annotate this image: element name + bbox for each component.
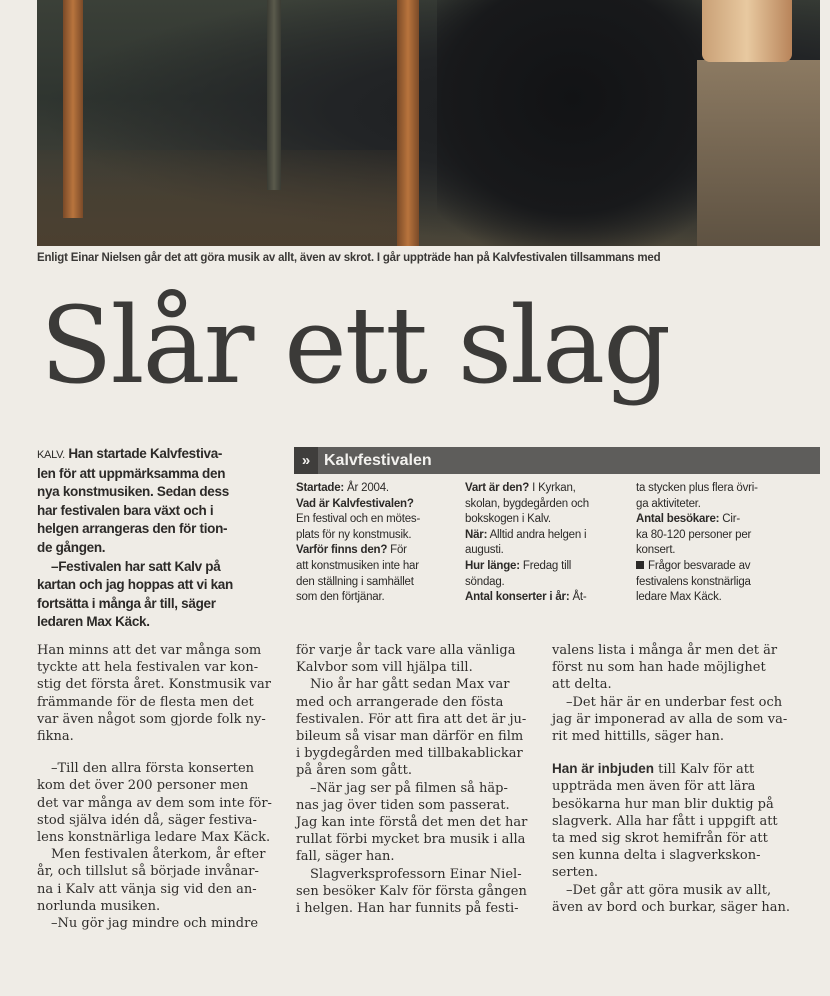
body-line: först nu som han hade möjlighet [552,660,766,676]
body-line: –När jag ser på filmen så häp- [310,780,508,796]
factbox-line: ga aktiviteter. [636,497,701,510]
body-line: –Det går att göra musik av allt, [566,882,772,898]
body-line: kom det över 200 personer men [37,778,249,794]
chevron-right-icon: » [294,447,318,474]
body-line: besökarna hur man blir duktig på [552,796,774,812]
lead-line: helgen arrangeras den för tion- [37,521,228,537]
photo-ground [37,150,417,246]
body-column-3 [552,642,820,916]
lead-line: Han startade Kalvfestiva- [68,446,223,461]
photo-table [697,60,820,246]
body-line: bileum så visar man därför en film [296,729,524,745]
body-line: rit med hittills, säger han. [552,729,725,745]
factbox-line: plats för ny konstmusik. [296,528,412,541]
factbox-label: Startade: [296,482,345,494]
body-line: i bygdegården med tillbakablickar [296,746,523,762]
factbox-line: den ställning i samhället [296,575,414,588]
body-line: att delta. [552,677,612,693]
factbox-line: söndag. [465,575,505,588]
body-line: med och arrangerade den fösta [296,694,504,710]
factbox-line: En festival och en mötes- [296,513,421,526]
body-line: Han är inbjuden till Kalv för att [552,761,755,778]
photo-jar [702,0,792,62]
photo-post-left [63,0,83,218]
factbox-line: skolan, bygdegården och [465,497,589,510]
factbox-line: När: Alltid andra helgen i [465,528,587,541]
body-line: Slagverksprofessorn Einar Niel- [310,866,522,882]
dateline: KALV. [37,449,65,461]
factbox-line: bokskogen i Kalv. [465,513,551,526]
body-line: valens lista i många år men det är [552,643,778,658]
body-line: stig det första året. Konstmusik var [37,677,271,693]
photo-caption: Enligt Einar Nielsen går det att göra musik av allt, även av skrot. I går uppträde han på Kalvfestivalen tillsammans med [37,252,661,264]
factbox-line: Hur länge: Fredag till [465,559,572,572]
body-line: tyckte att hela festivalen var kon- [37,660,259,676]
factbox-label: När: [465,528,488,541]
body-line: slagverk. Alla har fått i uppgift att [552,813,778,829]
body-line: rullat förbi mycket bra musik i alla [296,832,526,848]
factbox-label: Vad är Kalvfestivalen? [296,497,414,510]
body-line: fikna. [37,729,74,745]
body-line: sen besöker Kalv för första gången [296,883,527,899]
lead-line: har festivalen bara växt och i [37,502,214,518]
body-line: Kalvbor som vill hjälpa till. [296,660,473,676]
factbox-line: Frågor besvarade av [636,559,820,575]
factbox-line: Antal konserter i år: Åt- [465,591,587,604]
factbox-line: att konstmusiken inte har [296,559,419,572]
body-line: stod själva idén då, säger festiva- [37,812,257,828]
factbox-title: Kalvfestivalen [324,451,432,469]
body-line: Han minns att det var många som [37,643,262,658]
body-column-2 [296,642,536,917]
lead-line: de gången. [37,539,106,555]
factbox-line: festivalens konstnärliga [636,575,751,588]
headline: Slår ett slag [40,284,670,407]
factbox-line: Varför finns den? För [296,544,407,557]
factbox-label: Vart är den? [465,482,530,494]
factbox-column-2 [465,481,625,606]
lead-line: nya konstmusiken. Sedan dess [37,484,229,500]
body-line: fall, säger han. [296,849,395,865]
body-line: –Nu gör jag mindre och mindre [51,916,259,932]
body-line: i helgen. Han har funnits på festi- [296,901,519,917]
lead-paragraph [37,445,273,632]
article-photo [37,0,820,246]
photo-tree [267,0,281,190]
factbox-line: ledare Max Käck. [636,591,722,604]
body-line: –Till den allra första konserten [51,761,255,777]
photo-figure [437,0,737,246]
factbox-column-3 [636,481,820,606]
body-line: främmande för de flesta men det [37,694,254,710]
body-line: år, och tillslut så började invånar- [37,864,259,880]
body-line: serten. [552,865,599,881]
factbox-line: som den förtjänar. [296,591,385,604]
body-line: norlunda musiken. [37,898,161,914]
lead-line: len för att uppmärksamma den [37,465,226,481]
body-line: det var många av dem som inte för- [37,795,272,811]
subhead: Han är inbjuden [552,761,655,777]
factbox-line: Antal besökare: Cir- [636,513,740,526]
factbox-column-1 [296,481,461,606]
factbox-line: Vart är den? I Kyrkan, [465,482,576,494]
body-line: nas jag över tiden som passerat. [296,797,510,813]
body-line: även av bord och burkar, säger han. [552,899,790,915]
factbox-header [294,447,820,474]
lead-line: ledaren Max Käck. [37,614,150,630]
body-line: sen kunna delta i slagverkskon- [552,848,761,864]
photo-post-center [397,0,419,246]
factbox-label: Antal besökare: [636,513,720,526]
body-line: var även något som gjorde folk ny- [37,711,266,727]
body-column-1 [37,642,277,932]
factbox-label: Varför finns den? [296,544,388,557]
lead-line: –Festivalen har satt Kalv på [51,558,221,574]
factbox-label: Hur länge: [465,559,520,572]
lead-line: fortsätta i många år till, säger [37,595,216,611]
body-line: Nio år har gått sedan Max var [310,677,510,693]
body-line: festivalen. För att fira att det är ju- [296,711,527,727]
square-bullet-icon [636,561,644,569]
body-line: na i Kalv att vänja sig vid den an- [37,881,257,897]
factbox-line: augusti. [465,544,504,557]
body-line: för varje år tack vare alla vänliga [296,643,516,658]
body-line: på åren som gått. [296,763,412,779]
factbox-label: Antal konserter i år: [465,591,570,604]
factbox-line: ka 80-120 personer per [636,528,752,541]
body-line: Jag kan inte förstå det men det har [296,815,528,831]
body-line: ta med sig skrot hemifrån för att [552,831,768,847]
lead-line: kartan och jag hoppas att vi kan [37,577,233,593]
body-line: –Det här är en underbar fest och [566,694,783,710]
body-line: uppträda men även för att lära [552,779,756,795]
factbox-line [296,497,461,513]
body-line: jag är imponerad av alla de som va- [552,711,788,727]
body-line: Men festivalen återkom, år efter [51,847,266,863]
factbox-line: Startade: År 2004. [296,482,389,494]
factbox-line: ta stycken plus flera övri- [636,482,758,494]
body-line: lens konstnärliga ledare Max Käck. [37,830,271,846]
factbox-line: konsert. [636,544,676,557]
